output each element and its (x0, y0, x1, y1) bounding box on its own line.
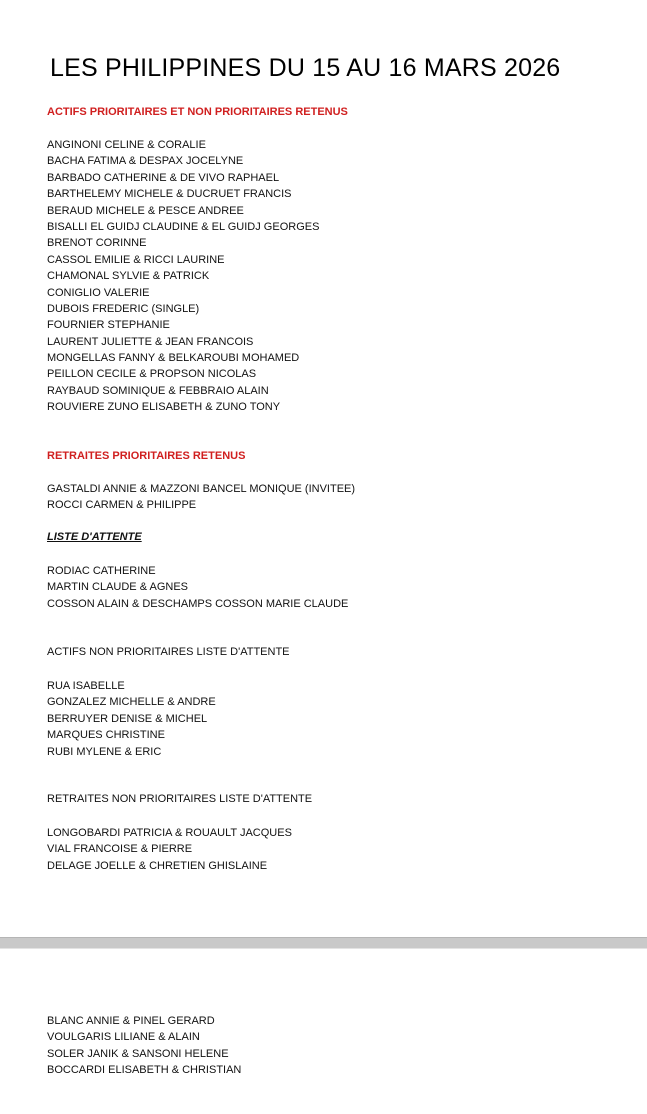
list-item: RUBI MYLENE & ERIC (47, 745, 162, 758)
list-item: MARTIN CLAUDE & AGNES (47, 581, 188, 594)
list-item: VOULGARIS LILIANE & ALAIN (47, 1031, 200, 1044)
document-page-2 (0, 949, 647, 1114)
list-item: BISALLI EL GUIDJ CLAUDINE & EL GUIDJ GEORGES (47, 220, 320, 233)
list-item: BERRUYER DENISE & MICHEL (47, 712, 208, 725)
section-heading-actifs-prioritaires: ACTIFS PRIORITAIRES ET NON PRIORITAIRES RETENUS (47, 106, 348, 118)
list-item: BRENOT CORINNE (47, 237, 147, 250)
list-item: BERAUD MICHELE & PESCE ANDREE (47, 204, 244, 217)
list-actifs-non-prioritaires (47, 678, 216, 760)
list-liste-attente (47, 563, 348, 612)
list-item: PEILLON CECILE & PROPSON NICOLAS (47, 368, 257, 381)
list-item: MARQUES CHRISTINE (47, 729, 165, 742)
list-item: BOCCARDI ELISABETH & CHRISTIAN (47, 1064, 242, 1077)
list-page2-continuation (47, 1013, 241, 1079)
list-item: BARBADO CATHERINE & DE VIVO RAPHAEL (47, 171, 280, 184)
list-item: DUBOIS FREDERIC (SINGLE) (47, 302, 200, 315)
section-heading-actifs-non-prioritaires: ACTIFS NON PRIORITAIRES LISTE D'ATTENTE (47, 646, 290, 658)
list-item: COSSON ALAIN & DESCHAMPS COSSON MARIE CLAUDE (47, 597, 349, 610)
list-item: BACHA FATIMA & DESPAX JOCELYNE (47, 155, 244, 168)
list-item: VIAL FRANCOISE & PIERRE (47, 843, 193, 856)
section-heading-retraites-prioritaires: RETRAITES PRIORITAIRES RETENUS (47, 450, 246, 462)
list-item: RODIAC CATHERINE (47, 565, 156, 577)
list-retraites-prioritaires (47, 481, 355, 514)
list-item: CONIGLIO VALERIE (47, 286, 150, 299)
list-item: LAURENT JULIETTE & JEAN FRANCOIS (47, 335, 254, 348)
list-item: RAYBAUD SOMINIQUE & FEBBRAIO ALAIN (47, 384, 269, 397)
section-heading-retraites-non-prioritaires: RETRAITES NON PRIORITAIRES LISTE D'ATTENTE (47, 793, 313, 805)
list-retraites-non-prioritaires (47, 825, 292, 874)
list-item: MONGELLAS FANNY & BELKAROUBI MOHAMED (47, 352, 300, 365)
list-item: SOLER JANIK & SANSONI HELENE (47, 1047, 229, 1060)
list-item: FOURNIER STEPHANIE (47, 319, 170, 332)
list-actifs-prioritaires (47, 137, 319, 416)
list-item: BARTHELEMY MICHELE & DUCRUET FRANCIS (47, 188, 292, 201)
list-item: ROUVIERE ZUNO ELISABETH & ZUNO TONY (47, 401, 281, 414)
list-item: CHAMONAL SYLVIE & PATRICK (47, 270, 210, 283)
list-item: RUA ISABELLE (47, 680, 125, 692)
document-title: LES PHILIPPINES DU 15 AU 16 MARS 2026 (50, 54, 561, 82)
page-separator (0, 937, 647, 949)
list-item: GONZALEZ MICHELLE & ANDRE (47, 696, 216, 709)
list-item: GASTALDI ANNIE & MAZZONI BANCEL MONIQUE (INVITEE) (47, 483, 356, 495)
list-item: BLANC ANNIE & PINEL GERARD (47, 1015, 215, 1027)
list-item: ROCCI CARMEN & PHILIPPE (47, 499, 197, 512)
section-heading-liste-attente: LISTE D'ATTENTE (47, 531, 142, 543)
list-item: DELAGE JOELLE & CHRETIEN GHISLAINE (47, 859, 268, 872)
list-item: LONGOBARDI PATRICIA & ROUAULT JACQUES (47, 827, 292, 839)
list-item: CASSOL EMILIE & RICCI LAURINE (47, 253, 225, 266)
list-item: ANGINONI CELINE & CORALIE (47, 139, 206, 151)
